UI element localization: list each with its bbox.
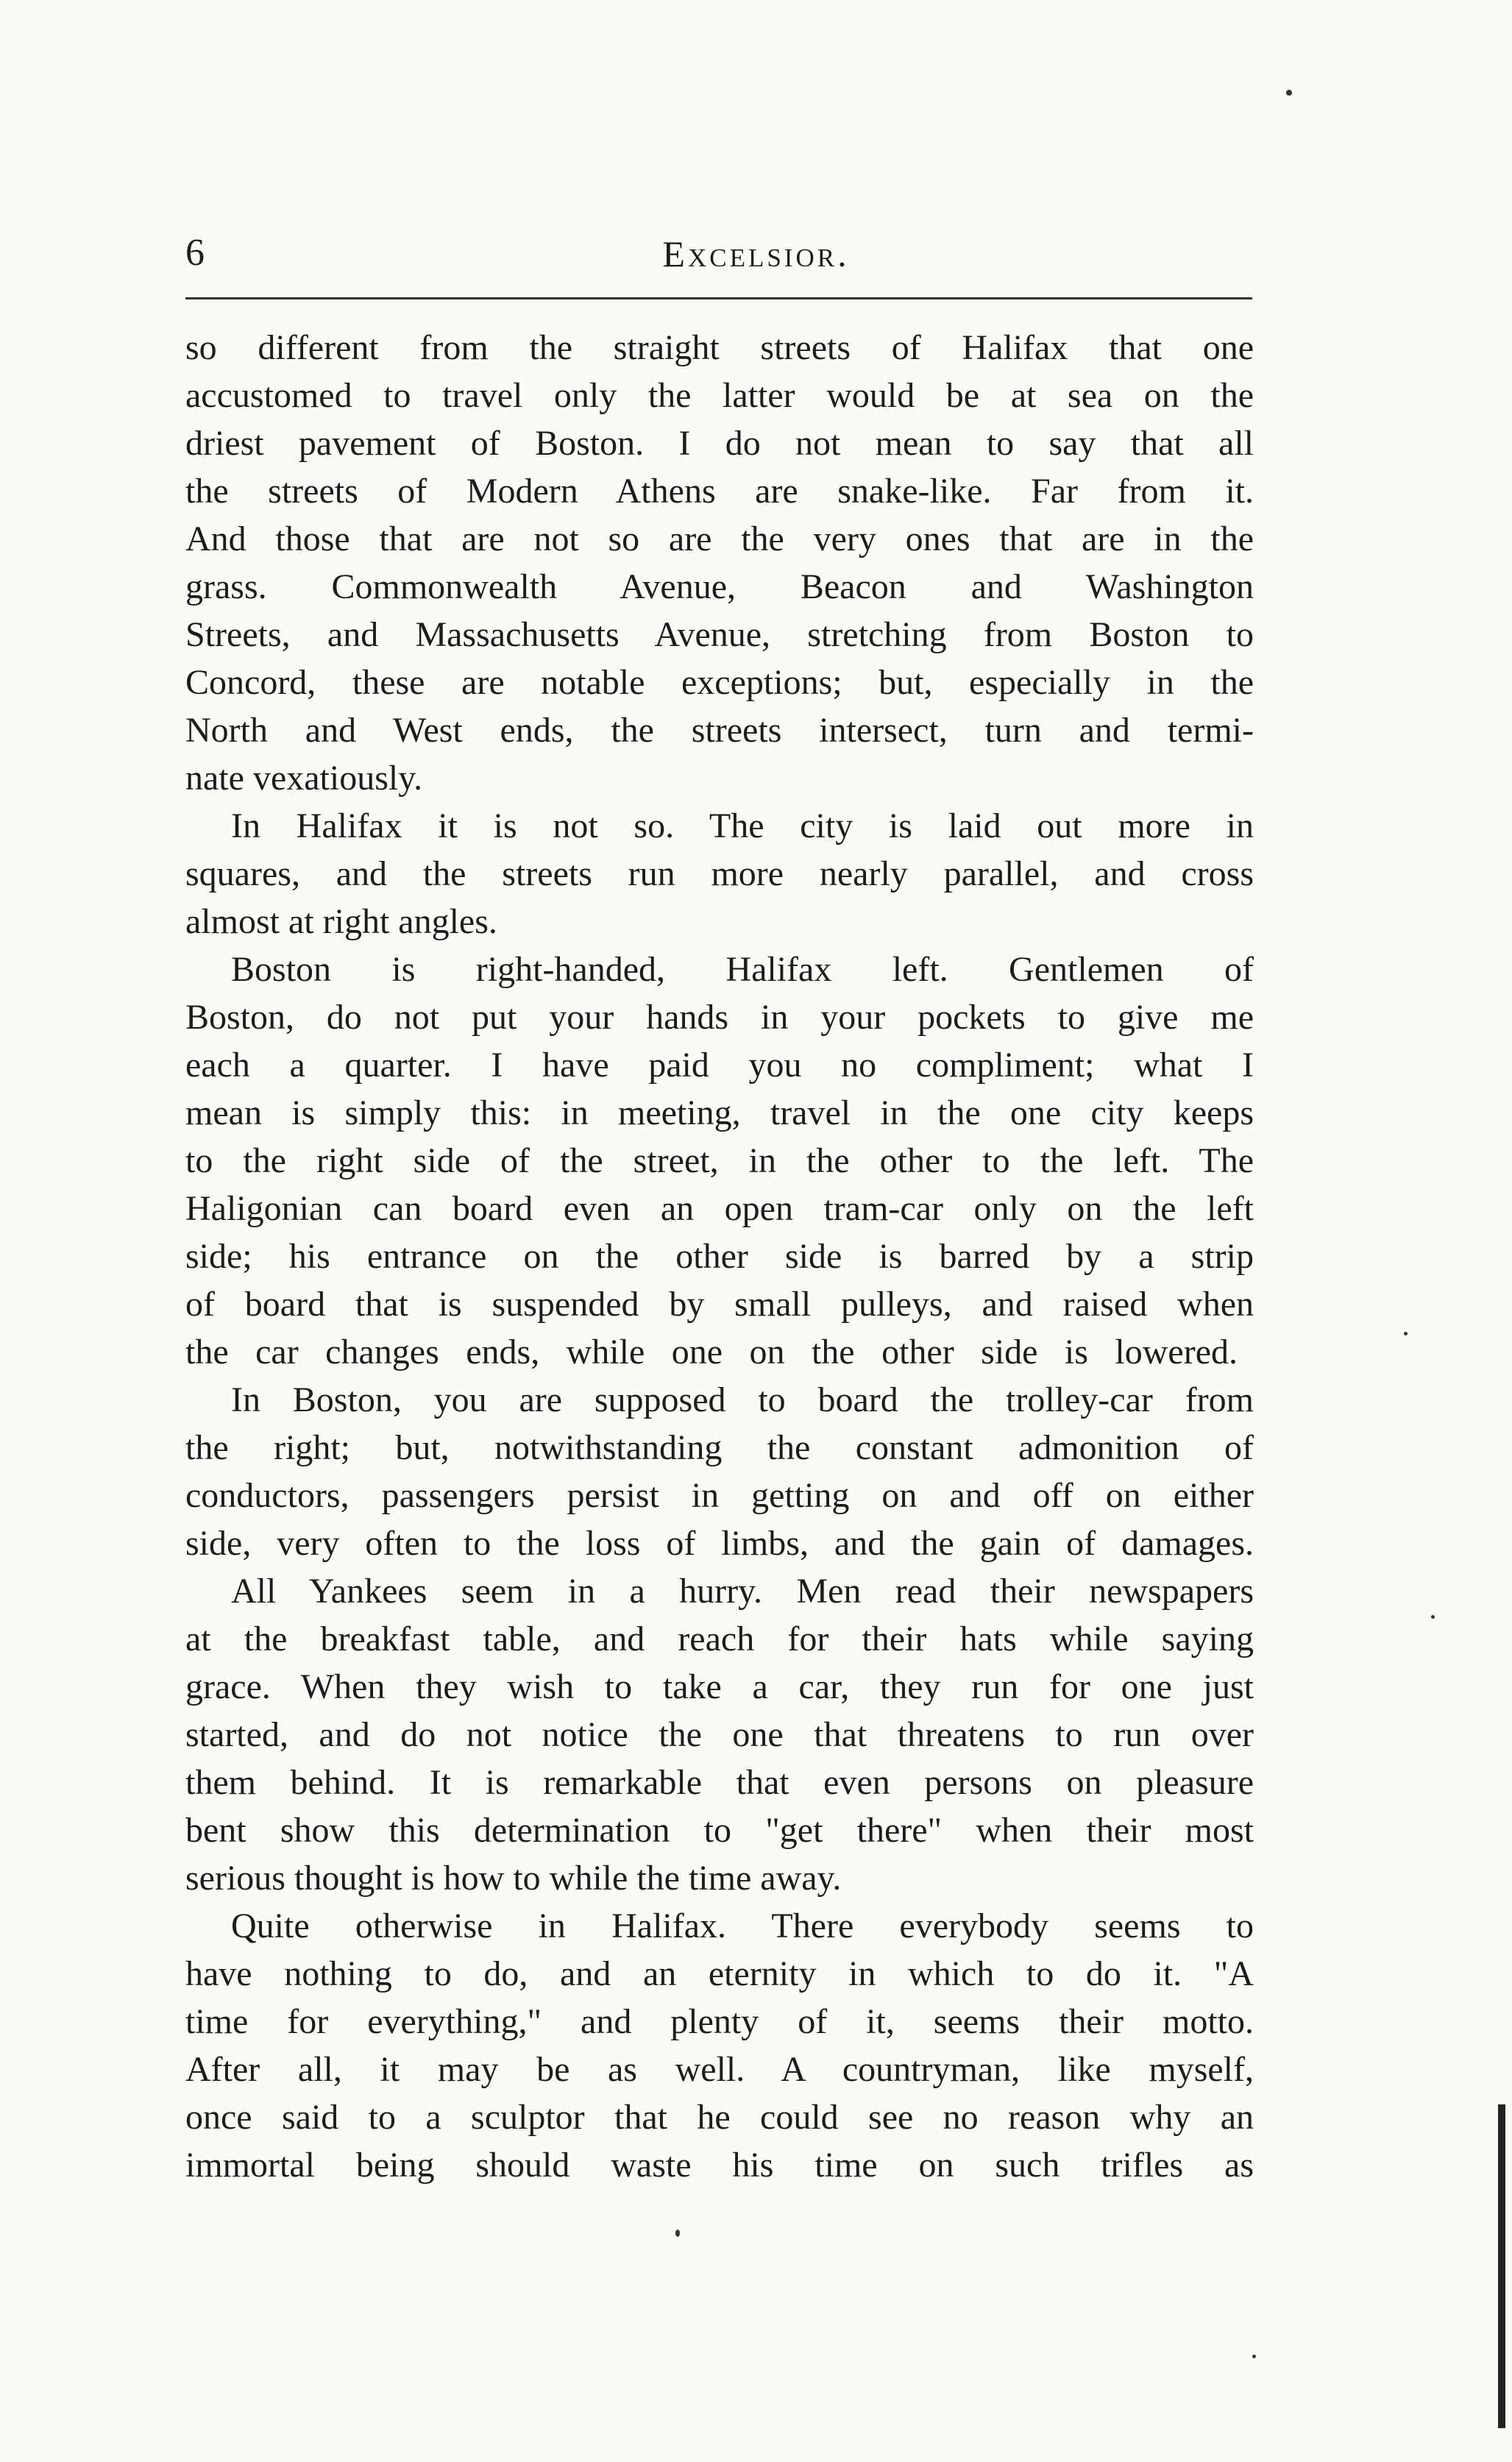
text-line: grass. Commonwealth Avenue, Beacon and Washington	[185, 567, 1254, 606]
ink-speck	[1431, 1615, 1435, 1619]
text-line: the car changes ends, while one on the other side is lowered.	[185, 1333, 1238, 1372]
paragraph-start-line: Quite otherwise in Halifax. There everybody seems to	[231, 1906, 1254, 1945]
text-line: Haligonian can board even an open tram-car only on the left	[185, 1189, 1254, 1228]
text-line: each a quarter. I have paid you no compliment; what I	[185, 1046, 1254, 1085]
paragraph-start-line: In Boston, you are supposed to board the trolley-car from	[231, 1380, 1254, 1419]
running-head: Excelsior.	[662, 233, 850, 274]
paragraph-start-line: Boston is right-handed, Halifax left. Gentlemen of	[231, 950, 1254, 989]
text-line: immortal being should waste his time on such trifles as	[185, 2146, 1254, 2185]
scan-margin-bar	[1498, 2104, 1505, 2428]
text-line: time for everything," and plenty of it, seems their motto.	[185, 2002, 1254, 2041]
text-line: so different from the straight streets of Halifax that one	[185, 328, 1254, 367]
text-line: After all, it may be as well. A countryman, like myself,	[185, 2050, 1254, 2089]
ink-speck	[675, 2229, 680, 2237]
ink-speck	[1252, 2355, 1256, 2358]
text-line: And those that are not so are the very ones that are in the	[185, 519, 1254, 558]
text-line: Concord, these are notable exceptions; but, especially in the	[185, 663, 1254, 702]
text-line: the right; but, notwithstanding the constant admonition of	[185, 1428, 1254, 1467]
header-rule	[185, 297, 1252, 299]
text-line: Boston, do not put your hands in your pockets to give me	[185, 998, 1254, 1037]
text-line: serious thought is how to while the time away.	[185, 1859, 842, 1898]
text-line: driest pavement of Boston. I do not mean to say that all	[185, 424, 1254, 463]
paragraph-start-line: All Yankees seem in a hurry. Men read their newspapers	[231, 1572, 1254, 1611]
text-line: conductors, passengers persist in getting on and off on either	[185, 1476, 1254, 1515]
text-line: at the breakfast table, and reach for their hats while saying	[185, 1620, 1254, 1659]
text-line: accustomed to travel only the latter would be at sea on the	[185, 376, 1254, 415]
text-line: squares, and the streets run more nearly parallel, and cross	[185, 854, 1254, 893]
text-line: nate vexatiously.	[185, 759, 423, 798]
page-number: 6	[185, 232, 205, 274]
body-text	[185, 324, 1254, 2189]
text-line: Streets, and Massachusetts Avenue, stretching from Boston to	[185, 615, 1254, 654]
text-line: have nothing to do, and an eternity in which to do it. "A	[185, 1954, 1254, 1993]
text-line: started, and do not notice the one that threatens to run over	[185, 1715, 1254, 1754]
paragraph-start-line: In Halifax it is not so. The city is laid out more in	[231, 806, 1254, 845]
text-line: bent show this determination to "get there" when their most	[185, 1811, 1254, 1850]
text-line: side; his entrance on the other side is barred by a strip	[185, 1237, 1254, 1276]
text-line: almost at right angles.	[185, 902, 497, 941]
text-line: mean is simply this: in meeting, travel in the one city keeps	[185, 1093, 1254, 1132]
text-line: them behind. It is remarkable that even persons on pleasure	[185, 1763, 1254, 1802]
text-line: North and West ends, the streets intersect, turn and termi-	[185, 711, 1254, 750]
ink-speck	[1404, 1332, 1408, 1335]
text-line: once said to a sculptor that he could see no reason why an	[185, 2098, 1254, 2137]
text-line: of board that is suspended by small pulleys, and raised when	[185, 1285, 1254, 1324]
text-line: grace. When they wish to take a car, they run for one just	[185, 1667, 1254, 1706]
ink-speck	[1286, 90, 1292, 96]
text-line: side, very often to the loss of limbs, and the gain of damages.	[185, 1524, 1254, 1563]
text-line: to the right side of the street, in the other to the left. The	[185, 1141, 1254, 1180]
text-line: the streets of Modern Athens are snake-like. Far from it.	[185, 472, 1254, 511]
